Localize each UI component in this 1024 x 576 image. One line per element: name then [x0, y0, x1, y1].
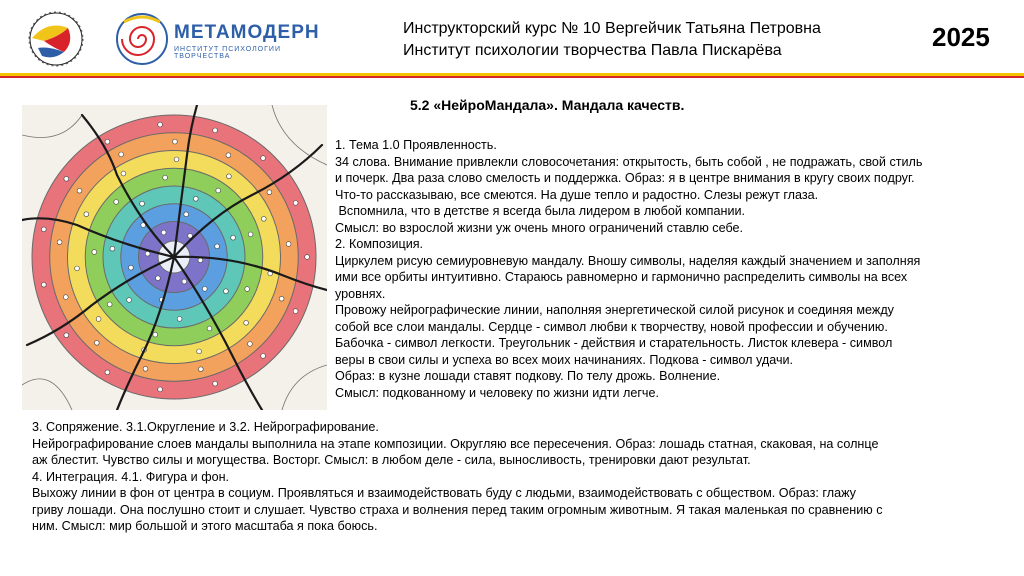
text-line: Смысл: подкованному и человеку по жизни идти легче. [335, 385, 659, 400]
text-line: аж блестит. Чувство силы и могущества. Восторг. Смысл: в любом деле - сила, выносливость, тренировки дают результат. [32, 453, 751, 467]
mandala-symbol [261, 216, 266, 221]
mandala-symbol [156, 276, 161, 281]
mandala-symbol [119, 152, 124, 157]
mandala-symbol [215, 244, 220, 249]
mandala-symbol [158, 122, 163, 127]
mandala-symbol [127, 298, 132, 303]
text-line: ним. Смысл: мир большой и этого масштаба я пока боюсь. [32, 519, 378, 533]
text-line: Вспомнила, что в детстве я всегда была лидером в любой компании. [335, 204, 746, 218]
mandala-symbol [248, 342, 253, 347]
text-line: Циркулем рисую семиуровневую мандалу. Вношу символы, наделяя каждый значением и заполняя [335, 253, 921, 268]
description-right [335, 137, 1003, 401]
mandala-symbol [110, 246, 115, 251]
mandala-symbol [279, 296, 284, 301]
mandala-symbol [41, 227, 46, 232]
text-line: Образ: в кузне лошади ставят подкову. По телу дрожь. Волнение. [335, 369, 721, 383]
mandala-symbol [197, 349, 202, 354]
text-line: собой все слои мандалы. Сердце - символ любви к творчеству, новой профессии и обучению. [335, 319, 888, 334]
header-line-2: Институт психологии творчества Павла Пискарёва [403, 42, 782, 59]
mandala-symbol [64, 333, 69, 338]
mandala-symbol [153, 332, 158, 337]
text-line: 3. Сопряжение. 3.1.Округление и 3.2. Нейрографирование. [32, 420, 379, 434]
mandala-symbol [213, 381, 218, 386]
year-label: 2025 [932, 22, 990, 52]
mandala-symbol [41, 282, 46, 287]
text-line: Выхожу линии в фон от центра в социум. Проявляться и взаимодействовать буду с людьми, взаимодействовать с обществом. Образ: глажу [32, 486, 856, 500]
mandala-symbol [140, 201, 145, 206]
mandala-symbol [57, 240, 62, 245]
mandala-symbol [158, 387, 163, 392]
mandala-symbol [177, 317, 182, 322]
text-line: Бабочка - символ легкости. Треугольник - действия и старательность. Листок клевера - символ [335, 336, 893, 350]
text-line: и почерк. Два раза слово смелость и поддержка. Образ: я в центре внимания в кругу своих подруг. [335, 171, 915, 185]
emblem-icon [29, 12, 83, 66]
mandala-symbol [248, 232, 253, 237]
header-divider-red [0, 76, 1024, 78]
mandala-image [22, 105, 327, 410]
spiral-logo-icon [117, 14, 167, 64]
mandala-symbol [216, 188, 221, 193]
mandala-symbol [145, 251, 150, 256]
mandala-symbol [94, 340, 99, 345]
text-line: Смысл: во взрослой жизни уж очень много ограничений ставлю себе. [335, 220, 744, 235]
mandala-symbol [267, 190, 272, 195]
mandala-symbol [244, 320, 249, 325]
mandala-symbol [64, 176, 69, 181]
mandala-symbol [184, 212, 189, 217]
text-line: Провожу нейрографические линии, наполняя энергетической силой рисунок и соединяя между [335, 303, 894, 317]
text-line: 34 слова. Внимание привлекли словосочетания: открытость, быть собой , не подражать, свой стиль [335, 154, 923, 169]
mandala-symbol [261, 354, 266, 359]
mandala-symbol [129, 265, 134, 270]
mandala-symbol [286, 242, 291, 247]
mandala-symbol [105, 370, 110, 375]
description-bottom [32, 419, 1007, 535]
header-line-1: Инструкторский курс № 10 Вергейчик Татьяна Петровна [403, 20, 821, 37]
text-line: 4. Интеграция. 4.1. Фигура и фон. [32, 469, 230, 484]
mandala-symbol [293, 201, 298, 206]
mandala-symbol [114, 200, 119, 205]
text-line: 2. Композиция. [335, 237, 424, 251]
mandala-symbol [198, 367, 203, 372]
text-line: уровнях. [335, 286, 386, 301]
text-line: Нейрографирование слоев мандалы выполнила на этапе композиции. Округляю все пересечения. Образ: лошадь статная, скаковая, на солнце [32, 436, 879, 451]
mandala-symbol [163, 175, 168, 180]
header-course-info [403, 18, 821, 62]
mandala-symbol [198, 258, 203, 263]
section-title: 5.2 «НейроМандала». Мандала качеств. [410, 97, 685, 113]
mandala-symbol [63, 295, 68, 300]
mandala-drawing [22, 105, 327, 410]
logo-subtext: ИНСТИТУТ ПСИХОЛОГИИ ТВОРЧЕСТВА [174, 46, 281, 60]
mandala-symbol [77, 188, 82, 193]
mandala-symbol [305, 255, 310, 260]
mandala-symbol [293, 309, 298, 314]
mandala-symbol [227, 174, 232, 179]
mandala-symbol [96, 317, 101, 322]
mandala-symbol [173, 139, 178, 144]
mandala-symbol [193, 196, 198, 201]
mandala-symbol [84, 212, 89, 217]
text-line: Что-то рассказываю, все смеются. На душе тепло и радостно. Слезы режут глаза. [335, 187, 819, 202]
mandala-symbol [174, 157, 179, 162]
mandala-symbol [92, 250, 97, 255]
logo-wordmark: МЕТАМОДЕРН [174, 22, 320, 43]
text-line: веры в свои силы и успеха во всех моих начинаниях. Подкова - символ удачи. [335, 352, 794, 367]
mandala-symbol [107, 302, 112, 307]
mandala-symbol [245, 287, 250, 292]
mandala-symbol [207, 326, 212, 331]
mandala-symbol [213, 128, 218, 133]
mandala-symbol [75, 266, 80, 271]
mandala-symbol [161, 230, 166, 235]
mandala-symbol [231, 235, 236, 240]
mandala-symbol [182, 279, 187, 284]
header-logos [8, 8, 338, 70]
mandala-symbol [202, 287, 207, 292]
mandala-symbol [261, 156, 266, 161]
text-line: ими все орбиты интуитивно. Стараюсь равномерно и гармонично распределить символы на всех [335, 270, 908, 284]
text-line: 1. Тема 1.0 Проявленность. [335, 138, 497, 152]
mandala-symbol [143, 366, 148, 371]
mandala-symbol [121, 171, 126, 176]
mandala-symbol [226, 153, 231, 158]
mandala-symbol [105, 139, 110, 144]
mandala-symbol [224, 289, 229, 294]
text-line: гриву лошади. Она послушно стоит и слушает. Чувство страха и волнения перед таким огромным животным. Я такая маленькая по сравнению с [32, 502, 883, 517]
